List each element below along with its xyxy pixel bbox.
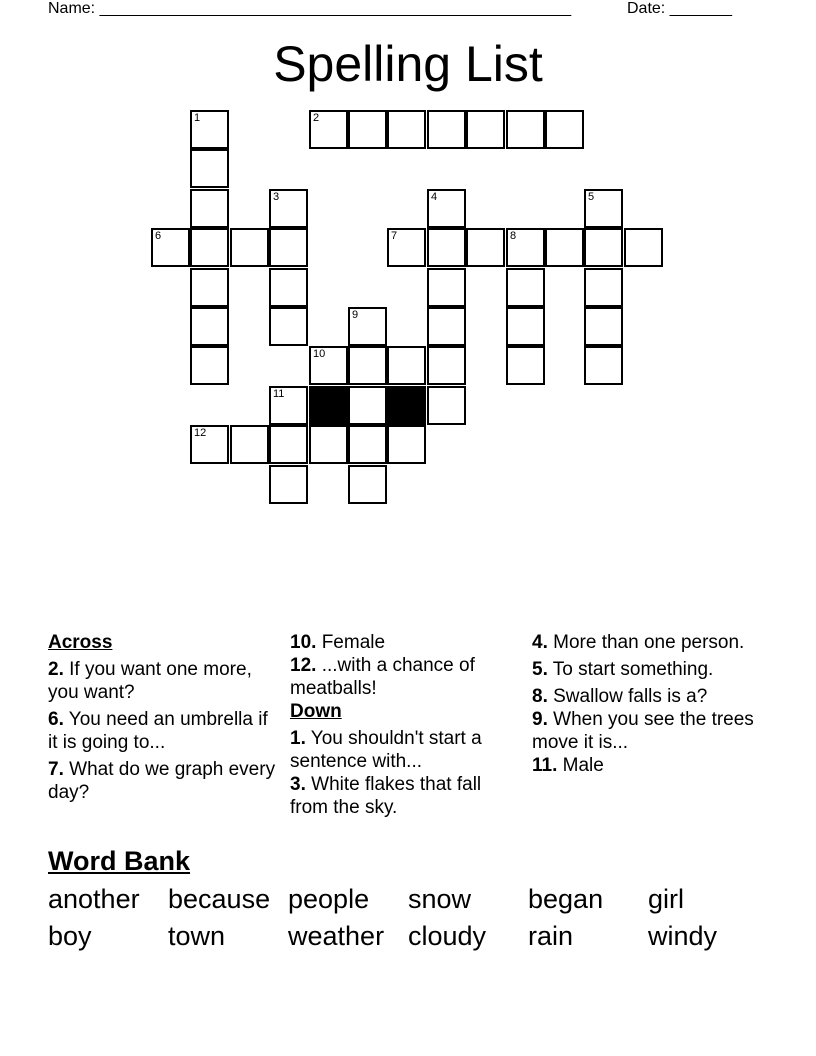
grid-cell[interactable] bbox=[230, 425, 269, 464]
grid-cell[interactable] bbox=[190, 189, 229, 228]
word-bank-word: snow bbox=[408, 884, 472, 914]
word-bank-title: Word Bank bbox=[48, 846, 191, 876]
grid-cell[interactable] bbox=[190, 228, 229, 267]
grid-cell[interactable] bbox=[387, 346, 426, 385]
grid-cell[interactable] bbox=[269, 189, 308, 228]
grid-cell[interactable] bbox=[427, 110, 466, 149]
down-heading: Down bbox=[290, 701, 342, 722]
grid-cell[interactable] bbox=[348, 386, 387, 425]
clue-column-3 bbox=[532, 631, 764, 777]
clue-number: 11 bbox=[273, 388, 285, 400]
grid-cell[interactable] bbox=[466, 228, 505, 267]
clue-number: 1 bbox=[194, 112, 201, 124]
clue-number: 4 bbox=[431, 191, 438, 203]
grid-cell[interactable] bbox=[427, 228, 466, 267]
grid-cell[interactable] bbox=[309, 425, 348, 464]
clue-number: 7 bbox=[391, 230, 398, 242]
grid-cell[interactable] bbox=[466, 110, 505, 149]
clue-down-3: 3. White flakes that fall from the sky. bbox=[290, 774, 482, 818]
clue-across-10: 10. Female bbox=[290, 632, 386, 653]
grid-cell[interactable] bbox=[506, 268, 545, 307]
clue-number: 9 bbox=[352, 309, 359, 321]
grid-cell[interactable] bbox=[506, 307, 545, 346]
grid-cell[interactable] bbox=[269, 307, 308, 346]
grid-cell[interactable] bbox=[348, 465, 387, 504]
clue-down-9: 9. When you see the trees move it is... bbox=[532, 709, 754, 753]
clue-down-5: 5. To start something. bbox=[532, 659, 714, 680]
grid-cell-blocked bbox=[387, 386, 426, 425]
grid-cell[interactable] bbox=[427, 346, 466, 385]
clue-number: 8 bbox=[510, 230, 517, 242]
grid-cell[interactable] bbox=[584, 228, 623, 267]
grid-cell-blocked bbox=[309, 386, 348, 425]
grid-cell[interactable] bbox=[348, 346, 387, 385]
grid-cell[interactable] bbox=[309, 110, 348, 149]
grid-cell[interactable] bbox=[269, 465, 308, 504]
word-bank-word: windy bbox=[648, 921, 718, 951]
grid-cell[interactable] bbox=[387, 425, 426, 464]
word-bank-word: another bbox=[48, 884, 140, 914]
grid-cell[interactable] bbox=[427, 268, 466, 307]
across-heading: Across bbox=[48, 632, 113, 653]
clue-across-12: 12. ...with a chance of meatballs! bbox=[290, 655, 475, 699]
grid-cell[interactable] bbox=[584, 189, 623, 228]
clue-column-1 bbox=[48, 631, 280, 804]
grid-cell[interactable] bbox=[190, 425, 229, 464]
grid-cell[interactable] bbox=[190, 307, 229, 346]
grid-cell[interactable] bbox=[190, 149, 229, 188]
clue-number: 6 bbox=[155, 230, 162, 242]
grid-cell[interactable] bbox=[190, 268, 229, 307]
grid-cell[interactable] bbox=[387, 228, 426, 267]
word-bank-word: girl bbox=[648, 884, 685, 914]
word-bank-word: town bbox=[168, 921, 226, 951]
grid-cell[interactable] bbox=[348, 110, 387, 149]
clue-number: 12 bbox=[194, 427, 207, 439]
grid-cell[interactable] bbox=[230, 228, 269, 267]
clue-down-1: 1. You shouldn't start a sentence with... bbox=[290, 728, 482, 772]
grid-cell[interactable] bbox=[348, 425, 387, 464]
grid-cell[interactable] bbox=[506, 110, 545, 149]
grid-cell[interactable] bbox=[269, 386, 308, 425]
date-field: Date: _______ bbox=[627, 0, 732, 17]
clue-number: 3 bbox=[273, 191, 280, 203]
clue-across-2: 2. If you want one more, you want? bbox=[48, 659, 252, 703]
grid-cell[interactable] bbox=[427, 307, 466, 346]
grid-cell[interactable] bbox=[269, 268, 308, 307]
clue-number: 2 bbox=[313, 112, 320, 124]
grid-cell[interactable] bbox=[427, 189, 466, 228]
grid-cell[interactable] bbox=[387, 110, 426, 149]
grid-cell[interactable] bbox=[190, 110, 229, 149]
word-bank-word: boy bbox=[48, 921, 92, 951]
grid-cell[interactable] bbox=[309, 346, 348, 385]
grid-cell[interactable] bbox=[269, 228, 308, 267]
grid-cell[interactable] bbox=[584, 346, 623, 385]
grid-cell[interactable] bbox=[269, 425, 308, 464]
clue-down-8: 8. Swallow falls is a? bbox=[532, 686, 708, 707]
grid-cell[interactable] bbox=[584, 268, 623, 307]
grid-cell[interactable] bbox=[545, 228, 584, 267]
clue-down-4: 4. More than one person. bbox=[532, 632, 745, 653]
word-bank-word: people bbox=[288, 884, 370, 914]
grid-cell[interactable] bbox=[624, 228, 663, 267]
grid-cell[interactable] bbox=[190, 346, 229, 385]
grid-cell[interactable] bbox=[584, 307, 623, 346]
clue-across-6: 6. You need an umbrella if it is going to... bbox=[48, 709, 268, 753]
name-field: Name: _____________________________________________________ bbox=[48, 0, 572, 17]
grid-cell[interactable] bbox=[545, 110, 584, 149]
grid-cell[interactable] bbox=[348, 307, 387, 346]
word-bank-word: weather bbox=[288, 921, 385, 951]
grid-cell[interactable] bbox=[506, 228, 545, 267]
clue-number: 10 bbox=[313, 348, 326, 360]
page-title: Spelling List bbox=[273, 36, 543, 92]
clue-number: 5 bbox=[588, 191, 595, 203]
grid-cell[interactable] bbox=[427, 386, 466, 425]
grid-cell[interactable] bbox=[506, 346, 545, 385]
word-bank-word: began bbox=[528, 884, 604, 914]
word-bank-word: cloudy bbox=[408, 921, 487, 951]
word-bank-word: rain bbox=[528, 921, 574, 951]
clue-down-11: 11. Male bbox=[532, 755, 604, 776]
clue-across-7: 7. What do we graph every day? bbox=[48, 759, 276, 803]
clue-column-2 bbox=[290, 631, 522, 819]
grid-cell[interactable] bbox=[151, 228, 190, 267]
word-bank-word: because bbox=[168, 884, 271, 914]
